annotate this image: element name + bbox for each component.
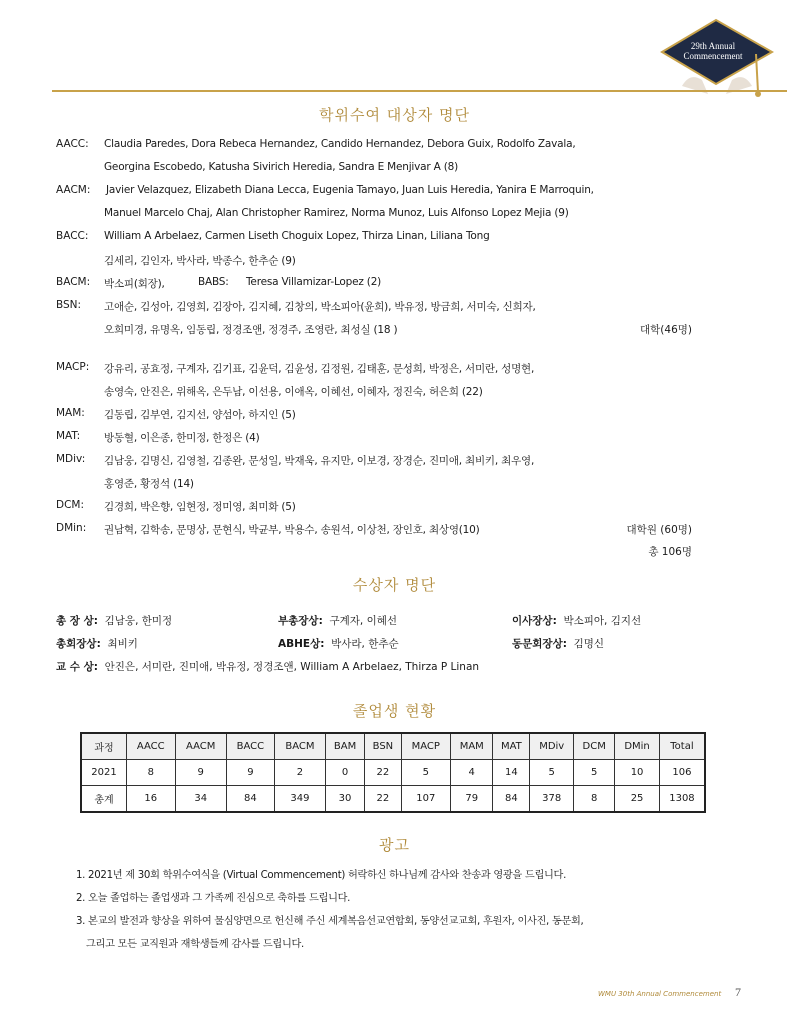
name-line: 김세리, 김인자, 박사라, 박종수, 한추순 (9) [104, 255, 296, 267]
award-label: 부총장상: [278, 615, 323, 627]
name-line: Georgina Escobedo, Katusha Sivirich Heredia, Sandra E Menjivar A (8) [104, 161, 459, 173]
table-cell: 4 [451, 760, 493, 786]
award-item [56, 659, 479, 674]
table-cell: 34 [175, 786, 226, 813]
table-header-cell: Total [659, 733, 705, 760]
award-item [56, 636, 138, 651]
program-code: BSN: [56, 299, 82, 311]
table-cell: 14 [493, 760, 530, 786]
page-number: 7 [735, 985, 741, 999]
name-line: 고애순, 김성아, 김영희, 김장아, 김지혜, 김창의, 박소피아(윤희), 박유정, 방금희, 서미숙, 신희자, [104, 301, 536, 313]
table-header-cell: AACM [175, 733, 226, 760]
table-cell: 5 [530, 760, 574, 786]
table-header-cell: BACM [274, 733, 325, 760]
award-label: 교 수 상: [56, 661, 98, 673]
program-code: BACC: [56, 230, 89, 242]
table-cell: 10 [615, 760, 660, 786]
footer-label: WMU 30th Annual Commencement [598, 990, 722, 998]
commencement-emblem-icon [652, 14, 782, 108]
notice-title: 광고 [379, 836, 410, 854]
program-code: MAM: [56, 407, 85, 419]
notice-item: 2. 오늘 졸업하는 졸업생과 그 가족께 진심으로 축하를 드립니다. [76, 893, 351, 904]
graduate-stats-table [80, 732, 706, 813]
name-line: 송영숙, 안진은, 위해옥, 은두남, 이선용, 이애옥, 이혜선, 이혜자, 정진숙, 허은희 (22) [104, 386, 483, 398]
table-cell: 2 [274, 760, 325, 786]
badge-line-1: 29th Annual [690, 41, 736, 51]
table-header-cell: DCM [574, 733, 615, 760]
table-cell: 9 [226, 760, 274, 786]
table-cell: 0 [325, 760, 364, 786]
name-line: 김경희, 박은향, 임현정, 정미영, 최미화 (5) [104, 501, 296, 513]
award-item [512, 636, 604, 651]
award-label: ABHE상: [278, 638, 325, 650]
table-cell: 79 [451, 786, 493, 813]
table-cell: 349 [274, 786, 325, 813]
program-code: MDiv: [56, 453, 86, 465]
name-line: Manuel Marcelo Chaj, Alan Christopher Ramirez, Norma Munoz, Luis Alfonso Lopez Mejia (9) [104, 207, 569, 219]
award-label: 동문회장상: [512, 638, 567, 650]
award-item [278, 636, 399, 651]
subtotal-graduate: 대학원 (60명) [626, 524, 692, 536]
header-rule [52, 90, 787, 92]
badge-line-2: Commencement [683, 51, 743, 61]
graduates-title: 학위수여 대상자 명단 [319, 106, 470, 124]
award-item [278, 613, 397, 628]
award-value: 김명신 [573, 638, 605, 650]
name-line: 박소피(회장), [104, 278, 165, 290]
notice-item: 3. 본교의 발전과 향상을 위하여 물심양면으로 헌신해 주신 세계복음선교연합회, 동양선교교회, 후원자, 이사진, 동문회, [76, 916, 584, 927]
name-line: 김남웅, 김명신, 김영철, 김종완, 문성일, 박재욱, 유지만, 이보경, 장경순, 진미애, 최비키, 최우영, [104, 455, 535, 467]
award-value: 안진은, 서미란, 진미애, 박유정, 정경조앤, William A Arbelaez, Thirza P Linan [104, 661, 480, 673]
award-value: 박소피아, 김지선 [563, 615, 642, 627]
table-cell: 8 [127, 760, 176, 786]
table-cell: 2021 [81, 760, 127, 786]
table-cell: 30 [325, 786, 364, 813]
award-item [56, 613, 172, 628]
awards-title: 수상자 명단 [352, 576, 437, 594]
total-graduates: 총 106명 [648, 546, 692, 558]
table-row [81, 786, 705, 813]
program-code: BABS: [198, 276, 229, 288]
table-cell: 378 [530, 786, 574, 813]
award-label: 이사장상: [512, 615, 557, 627]
award-value: 구계자, 이혜선 [329, 615, 398, 627]
table-header-cell: MAM [451, 733, 493, 760]
name-line: 강유리, 공효정, 구계자, 김기표, 김윤덕, 김윤성, 김정원, 김태훈, 문성희, 박정은, 서미란, 성명현, [104, 363, 535, 375]
table-header-cell: BACC [226, 733, 274, 760]
table-cell: 25 [615, 786, 660, 813]
table-row [81, 760, 705, 786]
table-header-cell: BSN [365, 733, 401, 760]
award-item [512, 613, 641, 628]
stats-title: 졸업생 현황 [352, 702, 437, 720]
program-code: MAT: [56, 430, 81, 442]
program-code: AACC: [56, 138, 89, 150]
notice-item: 1. 2021년 제 30회 학위수여식을 (Virtual Commencement) 허락하신 하나님께 감사와 찬송과 영광을 드립니다. [76, 870, 567, 881]
table-header-cell: DMin [615, 733, 660, 760]
table-cell: 8 [574, 786, 615, 813]
table-cell: 84 [493, 786, 530, 813]
program-code: AACM: [56, 184, 91, 196]
table-header-cell: MACP [401, 733, 450, 760]
name-line: 홍영준, 황정석 (14) [104, 478, 194, 490]
table-cell: 106 [659, 760, 705, 786]
award-value: 김남웅, 한미정 [104, 615, 173, 627]
award-label: 총회장상: [56, 638, 101, 650]
name-line: 권남혁, 김학송, 문명상, 문현식, 박균부, 박용수, 송원석, 이상천, 장인호, 최상영(10) [104, 524, 480, 536]
table-header-cell: MAT [493, 733, 530, 760]
table-cell: 84 [226, 786, 274, 813]
table-cell: 22 [365, 760, 401, 786]
name-line: Teresa Villamizar-Lopez (2) [246, 276, 382, 288]
program-code: MACP: [56, 361, 90, 373]
name-line: 방동혈, 이은종, 한미정, 한정은 (4) [104, 432, 260, 444]
table-cell: 9 [175, 760, 226, 786]
table-header-cell: 과정 [81, 733, 127, 760]
award-value: 박사라, 한추순 [331, 638, 399, 650]
table-header-cell: BAM [325, 733, 364, 760]
program-code: BACM: [56, 276, 91, 288]
program-code: DMin: [56, 522, 87, 534]
table-cell: 5 [574, 760, 615, 786]
table-cell: 107 [401, 786, 450, 813]
name-line: 김동립, 김부연, 김지선, 양섬아, 하지인 (5) [104, 409, 296, 421]
award-label: 총 장 상: [56, 615, 98, 627]
table-header-row [81, 733, 705, 760]
subtotal-undergrad: 대학(46명) [640, 324, 692, 336]
program-code: DCM: [56, 499, 85, 511]
table-cell: 16 [127, 786, 176, 813]
table-cell: 총계 [81, 786, 127, 813]
name-line: Claudia Paredes, Dora Rebeca Hernandez, Candido Hernandez, Debora Guix, Rodolfo Zavala, [104, 138, 576, 150]
name-line: William A Arbelaez, Carmen Liseth Choguix Lopez, Thirza Linan, Liliana Tong [104, 230, 490, 242]
table-header-cell: AACC [127, 733, 176, 760]
name-line: Javier Velazquez, Elizabeth Diana Lecca, Eugenia Tamayo, Juan Luis Heredia, Yanira E Marroquin, [106, 184, 594, 196]
table-cell: 5 [401, 760, 450, 786]
award-value: 최비키 [107, 638, 138, 650]
notice-item: 그리고 모든 교직원과 재학생들께 감사를 드립니다. [86, 939, 304, 950]
table-cell: 1308 [659, 786, 705, 813]
name-line: 오희미경, 유명옥, 임동립, 정경조앤, 정경주, 조영란, 최성실 (18 ) [104, 324, 398, 336]
table-header-cell: MDiv [530, 733, 574, 760]
table-cell: 22 [365, 786, 401, 813]
